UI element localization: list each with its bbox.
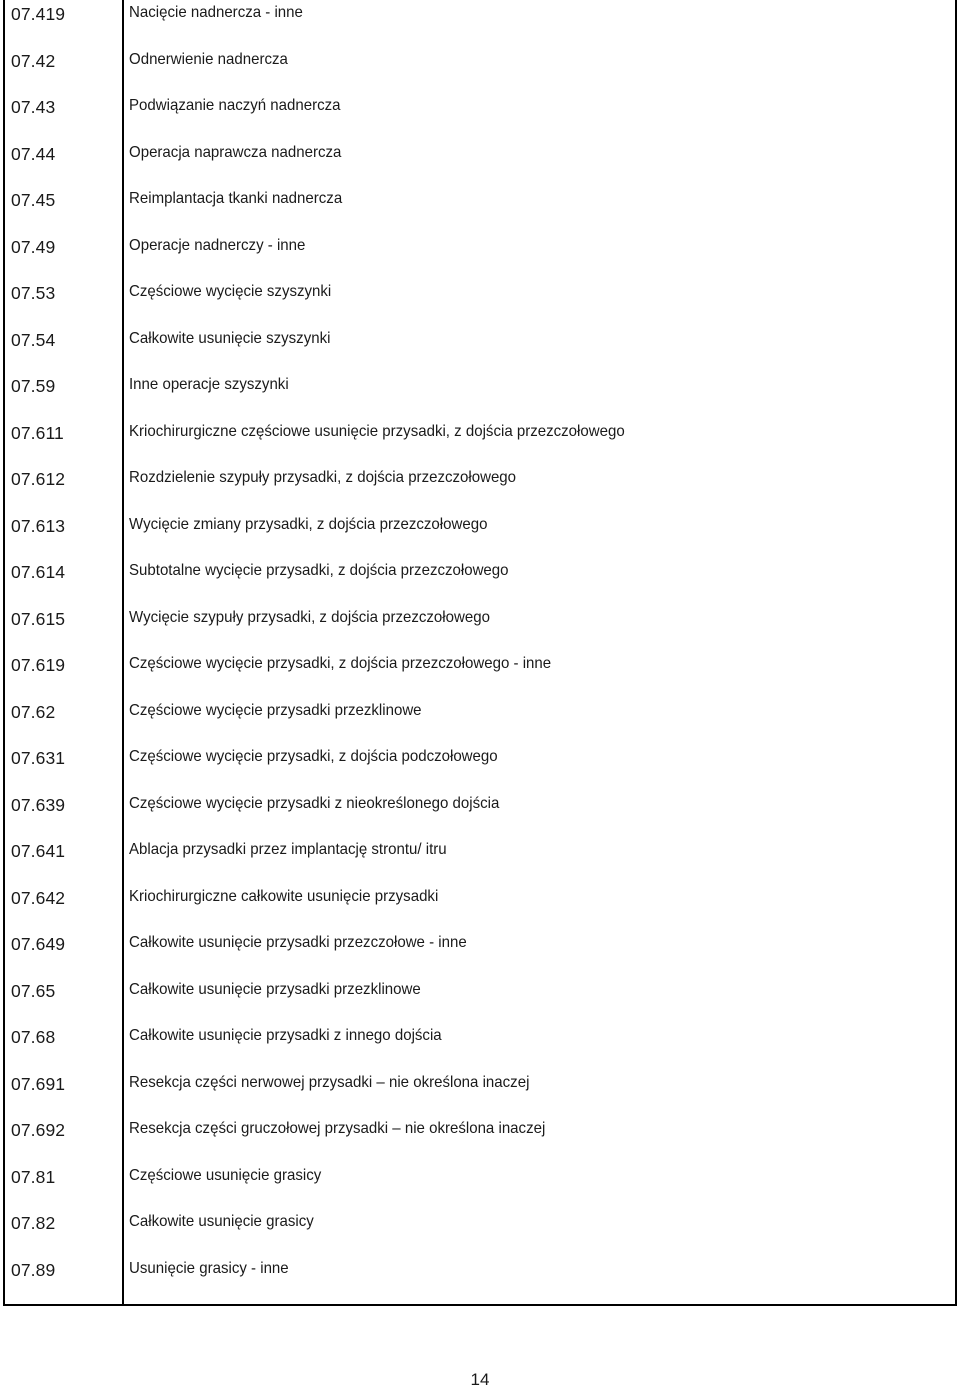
procedure-code: 07.62 xyxy=(11,701,56,722)
table-row xyxy=(5,0,955,47)
procedure-code: 07.68 xyxy=(11,1027,56,1047)
procedure-description: Rozdzielenie szypuły przysadki, z dojścia przezczołowego xyxy=(129,469,517,486)
procedure-code: 07.612 xyxy=(11,469,66,489)
procedure-description: Całkowite usunięcie grasicy xyxy=(129,1213,314,1230)
procedure-code: 07.419 xyxy=(11,4,66,24)
procedure-code: 07.692 xyxy=(11,1120,66,1140)
procedure-code: 07.691 xyxy=(11,1073,66,1094)
table-row xyxy=(5,744,955,791)
table-row xyxy=(5,1116,955,1163)
procedure-code: 07.639 xyxy=(11,794,66,815)
procedure-description: Częściowe wycięcie szyszynki xyxy=(129,283,332,300)
table-row xyxy=(5,47,955,94)
procedure-code: 07.613 xyxy=(11,515,66,536)
procedure-description: Ablacja przysadki przez implantację strontu/ itru xyxy=(129,841,447,858)
procedure-table xyxy=(3,0,957,1306)
procedure-description: Częściowe wycięcie przysadki z nieokreślonego dojścia xyxy=(129,794,500,812)
procedure-description: Całkowite usunięcie przysadki przezklinowe xyxy=(129,980,421,998)
procedure-description: Częściowe wycięcie przysadki przezklinowe xyxy=(129,701,422,719)
procedure-code: 07.611 xyxy=(11,422,64,443)
procedure-description: Wycięcie zmiany przysadki, z dojścia przezczołowego xyxy=(129,515,488,533)
table-row xyxy=(5,512,955,559)
procedure-description: Częściowe wycięcie przysadki, z dojścia podczołowego xyxy=(129,748,498,765)
procedure-code: 07.44 xyxy=(11,143,56,164)
table-row xyxy=(5,837,955,884)
procedure-code: 07.49 xyxy=(11,236,56,257)
table-row xyxy=(5,186,955,233)
procedure-description: Resekcja części nerwowej przysadki – nie określona inaczej xyxy=(129,1073,530,1091)
procedure-description: Całkowite usunięcie przysadki z innego dojścia xyxy=(129,1027,442,1044)
table-row xyxy=(5,279,955,326)
procedure-description: Częściowe usunięcie grasicy xyxy=(129,1166,322,1184)
procedure-code: 07.642 xyxy=(11,887,66,908)
table-row xyxy=(5,1209,955,1256)
procedure-code: 07.89 xyxy=(11,1259,56,1280)
procedure-code: 07.649 xyxy=(11,934,66,954)
procedure-code: 07.65 xyxy=(11,980,56,1001)
table-row xyxy=(5,605,955,652)
procedure-code: 07.82 xyxy=(11,1213,56,1233)
table-row xyxy=(5,465,955,512)
procedure-code: 07.614 xyxy=(11,562,66,582)
table-row xyxy=(5,372,955,419)
procedure-description: Kriochirurgiczne częściowe usunięcie przysadki, z dojścia przezczołowego xyxy=(129,422,625,440)
procedure-description: Usunięcie grasicy - inne xyxy=(129,1259,289,1277)
procedure-description: Inne operacje szyszynki xyxy=(129,376,289,393)
procedure-code: 07.641 xyxy=(11,841,66,861)
procedure-code: 07.631 xyxy=(11,748,66,768)
table-row xyxy=(5,1070,955,1117)
table-row xyxy=(5,419,955,466)
procedure-code: 07.43 xyxy=(11,97,56,117)
procedure-description: Wycięcie szypuły przysadki, z dojścia przezczołowego xyxy=(129,608,490,626)
procedure-code: 07.42 xyxy=(11,50,56,71)
table-row xyxy=(5,326,955,373)
procedure-description: Subtotalne wycięcie przysadki, z dojścia przezczołowego xyxy=(129,562,509,579)
page-number: 14 xyxy=(470,1370,490,1389)
procedure-code: 07.54 xyxy=(11,329,56,350)
table-row xyxy=(5,1256,955,1303)
procedure-description: Odnerwienie nadnercza xyxy=(129,50,288,68)
table-row xyxy=(5,698,955,745)
table-row xyxy=(5,93,955,140)
procedure-code: 07.619 xyxy=(11,655,66,675)
procedure-description: Operacje nadnerczy - inne xyxy=(129,236,306,254)
table-row xyxy=(5,1023,955,1070)
procedure-code: 07.615 xyxy=(11,608,66,629)
table-row xyxy=(5,558,955,605)
procedure-description: Resekcja części gruczołowej przysadki – nie określona inaczej xyxy=(129,1120,546,1137)
procedure-code: 07.53 xyxy=(11,283,56,303)
procedure-description: Kriochirurgiczne całkowite usunięcie przysadki xyxy=(129,887,439,905)
procedure-code: 07.45 xyxy=(11,190,56,210)
table-row xyxy=(5,791,955,838)
table-row xyxy=(5,140,955,187)
procedure-description: Częściowe wycięcie przysadki, z dojścia przezczołowego - inne xyxy=(129,655,552,672)
procedure-description: Reimplantacja tkanki nadnercza xyxy=(129,190,343,207)
table-row xyxy=(5,233,955,280)
procedure-description: Całkowite usunięcie szyszynki xyxy=(129,329,331,347)
procedure-code: 07.81 xyxy=(11,1166,56,1187)
procedure-description: Nacięcie nadnercza - inne xyxy=(129,4,303,21)
table-row xyxy=(5,977,955,1024)
table-row xyxy=(5,930,955,977)
procedure-description: Operacja naprawcza nadnercza xyxy=(129,143,342,161)
procedure-description: Podwiązanie naczyń nadnercza xyxy=(129,97,341,114)
table-row xyxy=(5,1163,955,1210)
procedure-description: Całkowite usunięcie przysadki przezczołowe - inne xyxy=(129,934,467,951)
table-row xyxy=(5,651,955,698)
procedure-code: 07.59 xyxy=(11,376,56,396)
table-body xyxy=(5,0,955,1296)
table-row xyxy=(5,884,955,931)
